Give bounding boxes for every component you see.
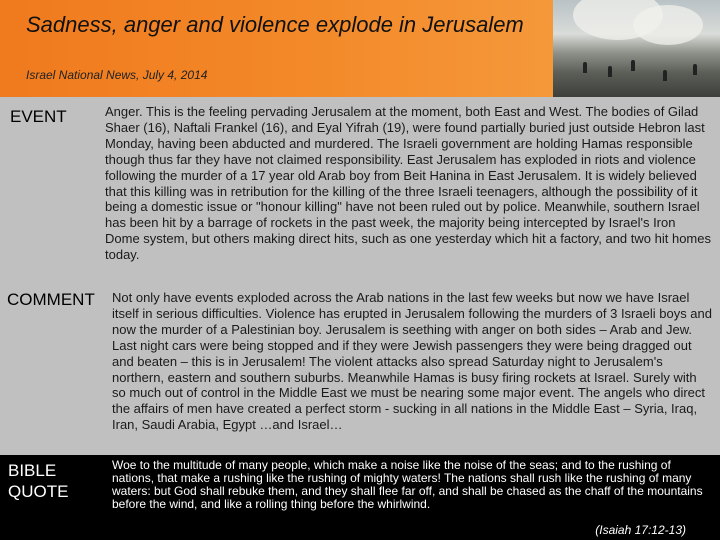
person-figure bbox=[583, 62, 587, 73]
source-caption: Israel National News, July 4, 2014 bbox=[26, 68, 208, 82]
smoke-cloud bbox=[633, 5, 703, 45]
comment-text: Not only have events exploded across the Arab nations in the last few weeks but now we have Israel itself in serious difficulties. Violence has erupted in Jerusalem following the murders of 3 Israeli boys and now the murder of a Palestinian boy. Jerusalem is seething with anger on both sides – Arab and Jew. Last night cars were being stopped and if they were Jewish passengers they were being dragged out and beaten – this is in Jerusalem! The violent attacks also spread Saturday night to Jerusalem's northern, eastern and southern suburbs. Meanwhile Hamas is busy firing rockets at Israel. Surely with so much out of control in the Middle East we must be nearing some major event. The angels who direct the affairs of men have created a perfect storm - sucking in all nations in the Middle East – Syria, Iraq, Iran, Saudi Arabia, Egypt …and Israel… bbox=[112, 290, 712, 433]
person-figure bbox=[631, 60, 635, 71]
bible-quote-text: Woe to the multitude of many people, which make a noise like the noise of the seas; and to the rushing of nations, that make a rushing like the rushing of mighty waters! The nations shall rush like the rushing of many waters: but God shall rebuke them, and they shall flee far off, and shall be chased as the chaff of the mountains before the wind, and like a rolling thing before the whirlwind. bbox=[112, 458, 703, 511]
event-label: EVENT bbox=[10, 107, 67, 126]
person-figure bbox=[693, 64, 697, 75]
bible-quote-panel bbox=[0, 455, 720, 540]
bible-quote-label: BIBLE QUOTE bbox=[8, 461, 69, 501]
title-banner bbox=[0, 0, 720, 97]
event-text: Anger. This is the feeling pervading Jerusalem at the moment, both East and West. The bodies of Gilad Shaer (16), Naftali Frankel (16), and Eyal Yifrah (19), were found partially buried just outside Hebron last Monday, having been abducted and murdered. The Israeli government are holding Hamas responsible though thus far they have not claimed responsibility. East Jerusalem has exploded in riots and violence following the murder of a 17 year old Arab boy from Beit Hanina in East Jerusalem. It is widely believed that this killing was in retribution for the killing of the three Israeli teenagers, although the possibility of it being a domestic issue or "honour killing" have not been ruled out by police. Meanwhile, southern Israel has been hit by a barrage of rockets in the past week, the majority being intercepted by Israel's Iron Dome system, but others making direct hits, such as one yesterday which hit a factory, and two hit homes today. bbox=[105, 104, 711, 263]
content-area bbox=[0, 97, 720, 540]
riot-photo bbox=[553, 0, 720, 97]
person-figure bbox=[608, 66, 612, 77]
person-figure bbox=[663, 70, 667, 81]
comment-label: COMMENT bbox=[7, 290, 95, 309]
bible-reference: (Isaiah 17:12-13) bbox=[595, 523, 686, 537]
page-title: Sadness, anger and violence explode in Jerusalem bbox=[26, 12, 524, 37]
